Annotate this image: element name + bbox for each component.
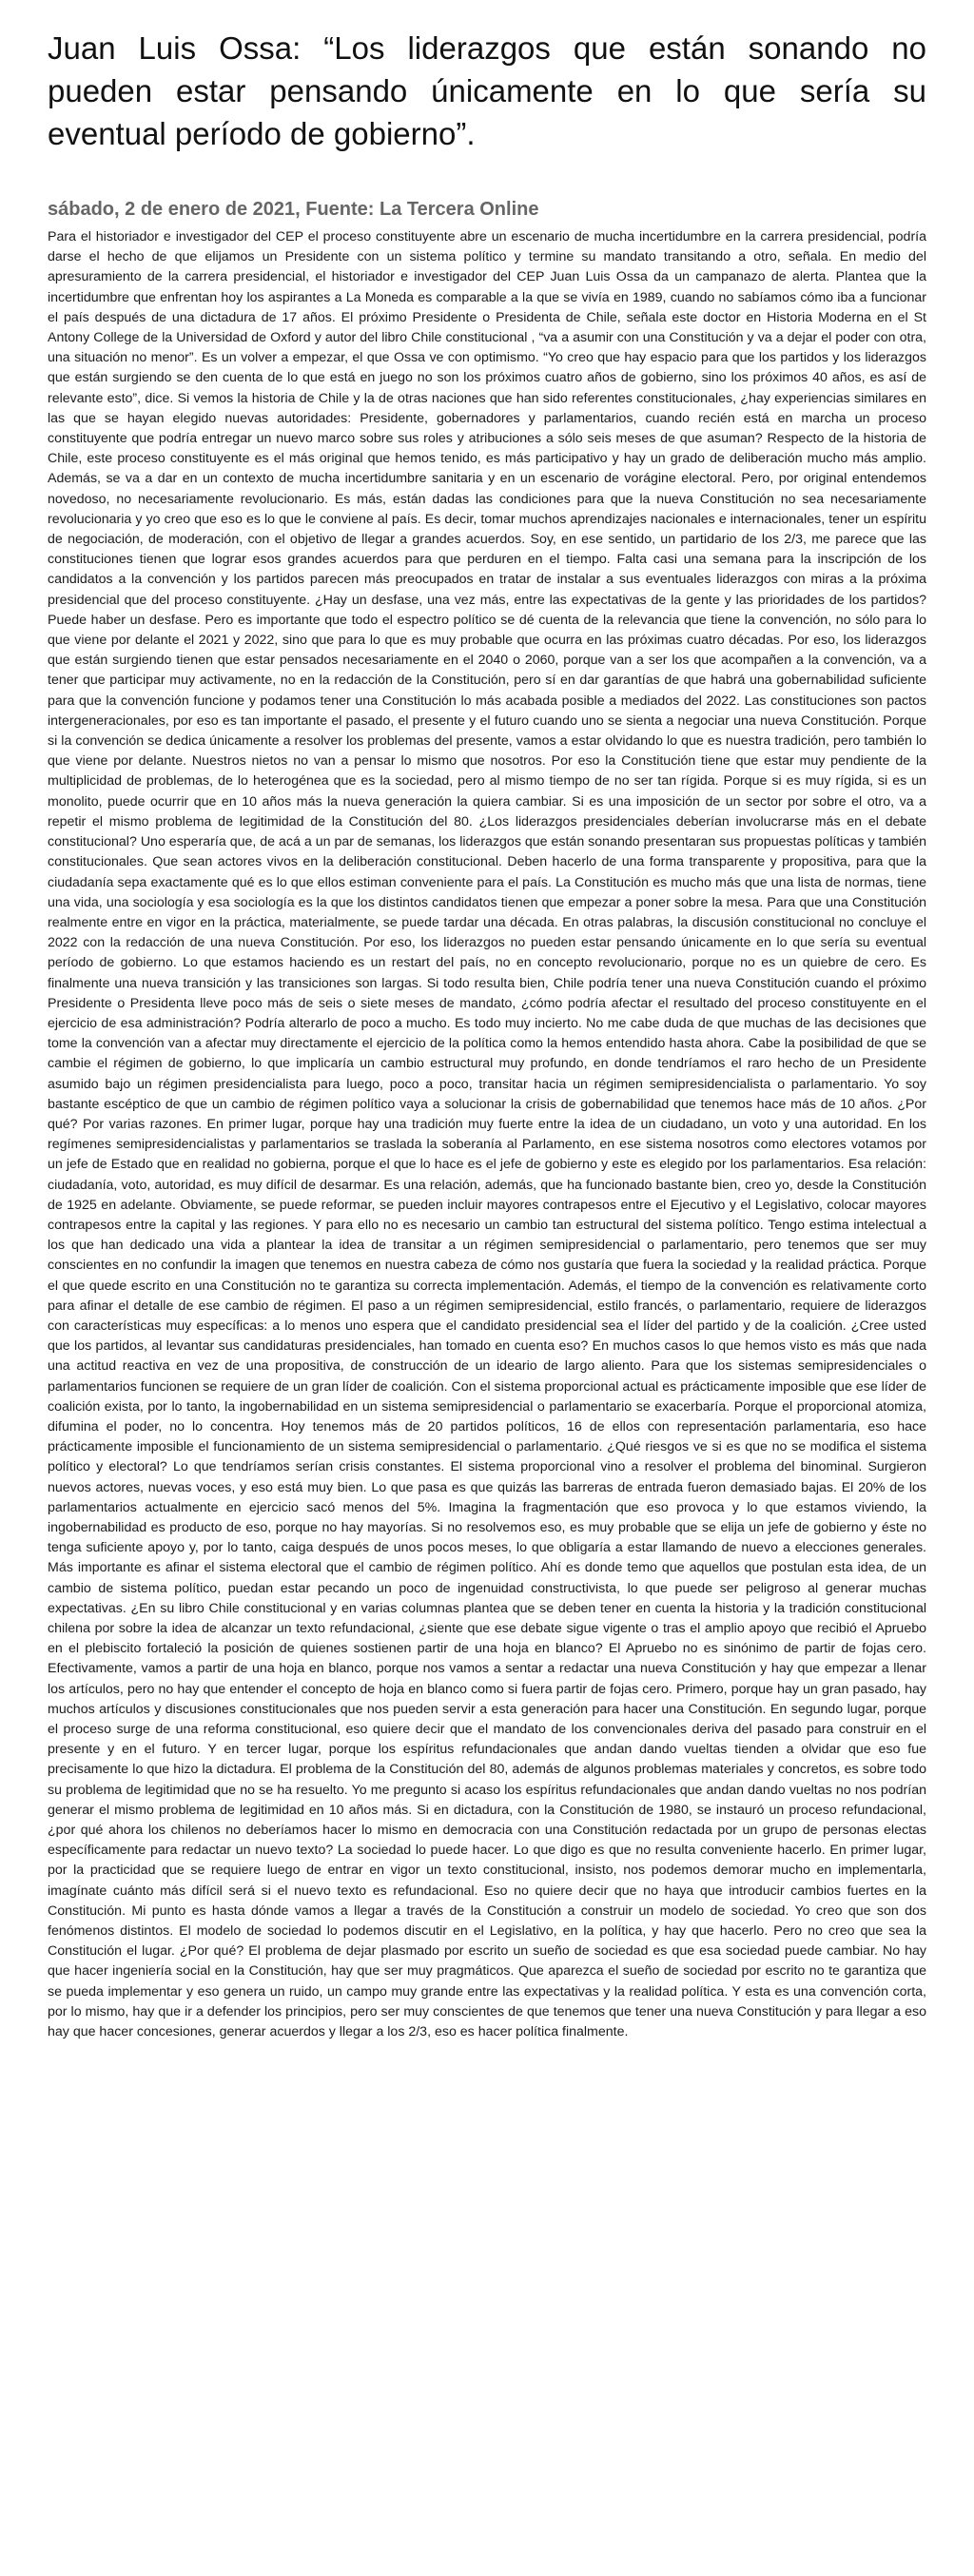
article-dateline: sábado, 2 de enero de 2021, Fuente: La Tercera Online xyxy=(48,199,539,220)
article-title: Juan Luis Ossa: “Los liderazgos que están sonando no pueden estar pensando únicamente en lo que sería su eventual período de gobierno”. xyxy=(48,30,926,151)
article-body: Para el historiador e investigador del CEP el proceso constituyente abre un escenario de mucha incertidumbre en la carrera presidencial, podría darse el hecho de que elijamos un Presidente con un sistema político y termine su mandato transitando a otro, señala. En medio del apresuramiento de la carrera presidencial, el historiador e investigador del CEP Juan Luis Ossa da un campanazo de alerta. Plantea que la incertidumbre que enfrentan hoy los aspirantes a La Moneda es comparable a la que se vivía en 1989, cuando no sabíamos cómo iba a funcionar el país después de una dictadura de 17 años. El próximo Presidente o Presidenta de Chile, señala este doctor en Historia Moderna en el St Antony College de la Universidad de Oxford y autor del libro Chile constitucional , “va a asumir con una Constitución y va a dejar el poder con otra, una situación no menor”. Es un volver a empezar, el que Ossa ve con optimismo. “Yo creo que hay espacio para que los partidos y los liderazgos que están surgiendo se den cuenta de lo que está en juego no son los próximos cuatro años de gobierno, sino los próximos 40 años, es así de relevante esto”, dice. Si vemos la historia de Chile y la de otras naciones que han sido referentes constitucionales, ¿hay experiencias similares en las que se hayan elegido nuevas autoridades: Presidente, gobernadores y parlamentarios, cuando recién está en marcha un proceso constituyente que podría entregar un nuevo marco sobre sus roles y atribuciones a sólo seis meses de que asuman? Respecto de la historia de Chile, este proceso constituyente es el más original que hemos tenido, es más participativo y hay un grado de deliberación mucho más amplio. Además, se va a dar en un contexto de mucha incertidumbre sanitaria y en un escenario de vorágine electoral. Pero, por original entendemos novedoso, no necesariamente revolucionario. Es más, están dadas las condiciones para que la nueva Constitución no sea necesariamente revolucionaria y yo creo que eso es lo que le conviene al país. Es decir, tomar muchos aprendizajes nacionales e internacionales, tener un espíritu de negociación, de moderación, con el objetivo de llegar a grandes acuerdos. Soy, en ese sentido, un partidario de los 2/3, me parece que las constituciones tienen que lograr esos grandes acuerdos para que perduren en el tiempo. Falta casi una semana para la inscripción de los candidatos a la convención y los partidos parecen más preocupados en tratar de instalar a sus eventuales liderazgos con miras a la próxima presidencial que del proceso constituyente. ¿Hay un desfase, una vez más, entre las expectativas de la gente y las prioridades de los partidos? Puede haber un desfase. Pero es importante que todo el espectro político se dé cuenta de la relevancia que tiene la convención, no sólo para lo que viene por delante el 2021 y 2022, sino que para lo que es muy probable que ocurra en las próximas cuatro décadas. Por eso, los liderazgos que están surgiendo tienen que estar pensados necesariamente en el 2040 o 2060, porque van a ser los que acompañen a la convención, va a tener que participar muy activamente, no en la redacción de la Constitución, pero sí en dar garantías de que habrá una gobernabilidad suficiente para que la convención funcione y podamos tener una Constitución lo más acabada posible a mediados del 2022. Las constituciones son pactos intergeneracionales, por eso es tan importante el pasado, el presente y el futuro cuando uno se sienta a negociar una nueva Constitución. Porque si la convención se dedica únicamente a resolver los problemas del presente, vamos a estar olvidando lo que es nuestra tradición, pero también lo que viene por delante. Nuestros nietos no van a pensar lo mismo que nosotros. Por eso la Constitución tiene que estar muy pendiente de la multiplicidad de problemas, de lo heterogénea que es la sociedad, pero al mismo tiempo de no ser tan rígida. Porque si es muy rígida, si es un monolito, puede ocurrir que en 10 años más la nueva generación la quiera cambiar. Si es una imposición de un sector por sobre el otro, va a repetir el mismo problema de legitimidad de la Constitución del 80. ¿Los liderazgos presidenciales deberían involucrarse más en el debate constitucional? Uno esperaría que, de acá a un par de semanas, los liderazgos que están sonando presentaran sus propuestas políticas y también constitucionales. Que sean actores vivos en la deliberación constitucional. Deben hacerlo de una forma transparente y propositiva, para que la ciudadanía sepa exactamente qué es lo que ellos estiman conveniente para el país. La Constitución es mucho más que una lista de normas, tiene una vida, una sociología y esa sociología es la que los distintos candidatos tienen que empezar a poner sobre la mesa. Para que una Constitución realmente entre en vigor en la práctica, materialmente, se puede tardar una década. En otras palabras, la discusión constitucional no concluye el 2022 con la redacción de una nueva Constitución. Por eso, los liderazgos no pueden estar pensando únicamente en lo que sería su eventual período de gobierno. Lo que estamos haciendo es un restart del país, no en concepto revolucionario, porque no es un quiebre de cero. Es finalmente una nueva transición y las transiciones son largas. Si todo resulta bien, Chile podría tener una nueva Constitución cuando el próximo Presidente o Presidenta lleve poco más de seis o siete meses de mandato, ¿cómo podría afectar el resultado del proceso constituyente en el ejercicio de esa administración? Podría alterarlo de poco a mucho. Es todo muy incierto. No me cabe duda de que muchas de las decisiones que tome la convención van a afectar muy directamente el ejercicio de la política como la hemos entendido hasta ahora. Cabe la posibilidad de que se cambie el régimen de gobierno, lo que implicaría un cambio estructural muy profundo, en donde tendríamos el raro hecho de un Presidente asumido bajo un régimen presidencialista para luego, poco a poco, transitar hacia un régimen semipresidencialista o parlamentario. Yo soy bastante escéptico de que un cambio de régimen político vaya a solucionar la crisis de gobernabilidad que tenemos hace más de 10 años. ¿Por qué? Por varias razones. En primer lugar, porque hay una tradición muy fuerte entre la idea de un ciudadano, un voto y una autoridad. En los regímenes semipresidencialistas y parlamentarios se traslada la soberanía al Parlamento, en ese sistema nosotros como electores votamos por un jefe de Estado que en realidad no gobierna, porque el que lo hace es el jefe de gobierno y este es elegido por los parlamentarios. Esa relación: ciudadanía, voto, autoridad, es muy difícil de desarmar. Es una relación, además, que ha funcionado bastante bien, creo yo, desde la Constitución de 1925 en adelante. Obviamente, se puede reformar, se pueden incluir mayores contrapesos entre el Ejecutivo y el Legislativo, colocar mayores contrapesos entre la capital y las regiones. Y para ello no es necesario un cambio tan estructural del sistema político. Tengo estima intelectual a los que han dedicado una vida a plantear la idea de transitar a un régimen semipresidencial o parlamentario, pero tenemos que ser muy conscientes en no confundir la imagen que tenemos en nuestra cabeza de cómo nos gustaría que fuera la sociedad y la realidad práctica. Porque el que quede escrito en una Constitución no te garantiza su correcta implementación. Además, el tiempo de la convención es relativamente corto para afinar el detalle de ese cambio de régimen. El paso a un régimen semipresidencial, estilo francés, o parlamentario, requiere de liderazgos con características muy específicas: a lo menos uno espera que el candidato presidencial sea el líder del partido y de la coalición. ¿Cree usted que los partidos, al levantar sus candidaturas presidenciales, han tomado en cuenta eso? En muchos casos lo que hemos visto es más que nada una actitud reactiva en vez de una propositiva, de construcción de un ideario de largo aliento. Para que los sistemas semipresidenciales o parlamentarios funcionen se requiere de un gran líder de coalición. Con el sistema proporcional actual es prácticamente imposible que ese líder de coalición exista, por lo tanto, la ingobernabilidad en un sistema semipresidencial o parlamentario se exacerbaría. Porque el proporcional atomiza, difumina el poder, no lo concentra. Hoy tenemos más de 20 partidos políticos, 16 de ellos con representación parlamentaria, eso hace prácticamente imposible el funcionamiento de un sistema semipresidencial o parlamentario. ¿Qué riesgos ve si es que no se modifica el sistema político y electoral? Lo que tendríamos serían crisis constantes. El sistema proporcional vino a resolver el problema del binominal. Surgieron nuevos actores, nuevas voces, y eso está muy bien. Lo que pasa es que quizás las barreras de entrada fueron demasiado bajas. El 20% de los parlamentarios actualmente en ejercicio sacó menos del 5%. Imagina la fragmentación que eso provoca y lo que estamos viviendo, la ingobernabilidad es producto de eso, porque no hay mayorías. Si no resolvemos eso, es muy probable que se elija un jefe de gobierno y éste no tenga suficiente apoyo y, por lo tanto, caiga después de unos pocos meses, lo que obligaría a estar llamando de nuevo a elecciones generales. Más importante es afinar el sistema electoral que el cambio de régimen político. Ahí es donde temo que aquellos que postulan esta idea, de un cambio de sistema político, puedan estar pecando un poco de ingenuidad constructivista, lo que puede ser peligroso al generar muchas expectativas. ¿En su libro Chile constitucional y en varias columnas plantea que se deben tener en cuenta la historia y la tradición constitucional chilena por sobre la idea de alcanzar un texto refundacional, ¿siente que ese debate sigue vigente o tras el amplio apoyo que recibió el Apruebo en el plebiscito fortaleció la posición de quienes sostienen partir de una hoja en blanco? El Apruebo no es sinónimo de partir de fojas cero. Efectivamente, vamos a partir de una hoja en blanco, porque nos vamos a sentar a redactar una nueva Constitución y hay que empezar a llenar los artículos, pero no hay que entender el concepto de hoja en blanco como si fuera partir de fojas cero. Primero, porque hay un gran pasado, hay muchos artículos y discusiones constitucionales que nos pueden servir a esta generación para hacer una Constitución. En segundo lugar, porque el proceso surge de una reforma constitucional, eso quiere decir que el mandato de los convencionales deriva del pasado para construir en el presente y en el futuro. Y en tercer lugar, porque los espíritus refundacionales que andan dando vueltas tienden a olvidar que eso fue precisamente lo que hizo la dictadura. El problema de la Constitución del 80, además de algunos problemas materiales y concretos, es sobre todo su problema de legitimidad que no se ha resuelto. Yo me pregunto si acaso los espíritus refundacionales que andan dando vueltas no nos podrían generar el mismo problema de legitimidad en 10 años más. Si en dictadura, con la Constitución de 1980, se instauró un proceso refundacional, ¿por qué ahora los chilenos no deberíamos hacer lo mismo en democracia con una Constitución redactada por un grupo de personas electas específicamente para redactar un nuevo texto? La sociedad lo puede hacer. Lo que digo es que no resulta conveniente hacerlo. En primer lugar, por la practicidad que se requiere luego de entrar en vigor un texto constitucional, insisto, nos podemos demorar mucho en implementarla, imagínate cuánto más difícil será si el nuevo texto es refundacional. Eso no quiere decir que no haya que introducir cambios fuertes en la Constitución. Mi punto es hasta dónde vamos a llegar a través de la Constitución a construir un modelo de sociedad. Yo creo que son dos fenómenos distintos. El modelo de sociedad lo podemos discutir en el Legislativo, en la política, y hay que hacerlo. Pero no creo que sea la Constitución el lugar. ¿Por qué? El problema de dejar plasmado por escrito un sueño de sociedad es que esa sociedad puede cambiar. No hay que hacer ingeniería social en la Constitución, hay que ser muy pragmáticos. Que aparezca el sueño de sociedad por escrito no te garantiza que se pueda implementar y eso genera un ruido, un campo muy grande entre las expectativas y la realidad política. Y esta es una convención corta, por lo mismo, hay que ir a defender los principios, pero ser muy conscientes de que tenemos que tener una nueva Constitución y para llegar a eso hay que hacer concesiones, generar acuerdos y llegar a los 2/3, eso es hacer política finalmente. xyxy=(48,229,926,2040)
